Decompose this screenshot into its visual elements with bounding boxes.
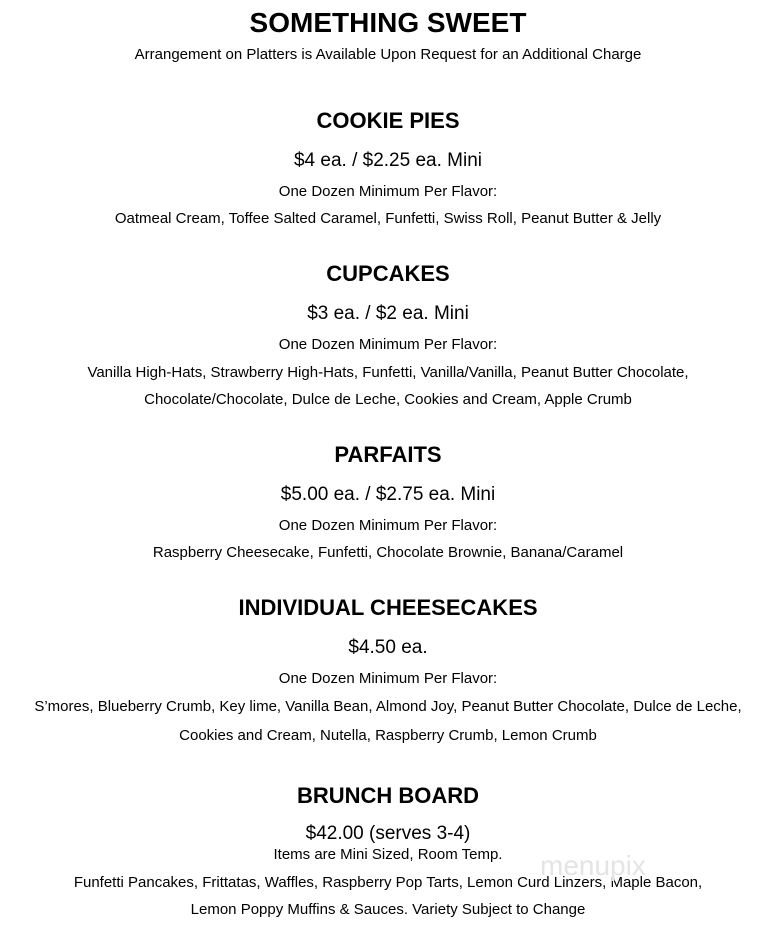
section-price-cookie-pies: $4 ea. / $2.25 ea. Mini bbox=[293, 150, 482, 171]
section-heading-cupcakes: CUPCAKES bbox=[326, 261, 450, 286]
section-flavors-parfaits: Raspberry Cheesecake, Funfetti, Chocolate Brownie, Banana/Caramel bbox=[152, 544, 624, 561]
section-price-individual-cheesecakes: $4.50 ea. bbox=[348, 637, 428, 658]
section-heading-individual-cheesecakes: INDIVIDUAL CHEESECAKES bbox=[238, 595, 538, 620]
section-flavors-cupcakes: Vanilla High-Hats, Strawberry High-Hats, Funfetti, Vanilla/Vanilla, Peanut Butter Chocolate, bbox=[87, 364, 689, 381]
section-flavors-brunch-board-2: Lemon Poppy Muffins & Sauces. Variety Subject to Change bbox=[190, 901, 586, 918]
section-flavors-brunch-board: Funfetti Pancakes, Frittatas, Waffles, Raspberry Pop Tarts, Lemon Curd Linzers, Maple Bacon, bbox=[73, 874, 703, 891]
page-title: SOMETHING SWEET bbox=[249, 7, 527, 38]
section-price-brunch-board: $42.00 (serves 3-4) bbox=[305, 823, 471, 844]
section-heading-cookie-pies: COOKIE PIES bbox=[316, 108, 460, 133]
section-flavors-cupcakes-2: Chocolate/Chocolate, Dulce de Leche, Cookies and Cream, Apple Crumb bbox=[144, 391, 632, 408]
section-heading-parfaits: PARFAITS bbox=[334, 442, 442, 467]
section-price-parfaits: $5.00 ea. / $2.75 ea. Mini bbox=[280, 484, 496, 505]
section-flavors-individual-cheesecakes: S’mores, Blueberry Crumb, Key lime, Vanilla Bean, Almond Joy, Peanut Butter Chocolate, Dulce de Leche, bbox=[34, 698, 742, 715]
section-flavors-individual-cheesecakes-2: Cookies and Cream, Nutella, Raspberry Crumb, Lemon Crumb bbox=[179, 727, 597, 744]
section-minimum-cookie-pies: One Dozen Minimum Per Flavor: bbox=[278, 183, 498, 200]
section-flavors-cookie-pies: Oatmeal Cream, Toffee Salted Caramel, Funfetti, Swiss Roll, Peanut Butter & Jelly bbox=[114, 210, 662, 227]
watermark-logo: menupix bbox=[540, 850, 646, 881]
section-heading-brunch-board: BRUNCH BOARD bbox=[296, 783, 480, 808]
page-subtitle: Arrangement on Platters is Available Upon Request for an Additional Charge bbox=[134, 46, 642, 63]
section-minimum-brunch-board: Items are Mini Sized, Room Temp. bbox=[273, 846, 503, 863]
section-minimum-cupcakes: One Dozen Minimum Per Flavor: bbox=[278, 336, 498, 353]
section-price-cupcakes: $3 ea. / $2 ea. Mini bbox=[307, 303, 469, 324]
section-minimum-individual-cheesecakes: One Dozen Minimum Per Flavor: bbox=[278, 670, 498, 687]
section-minimum-parfaits: One Dozen Minimum Per Flavor: bbox=[278, 517, 498, 534]
